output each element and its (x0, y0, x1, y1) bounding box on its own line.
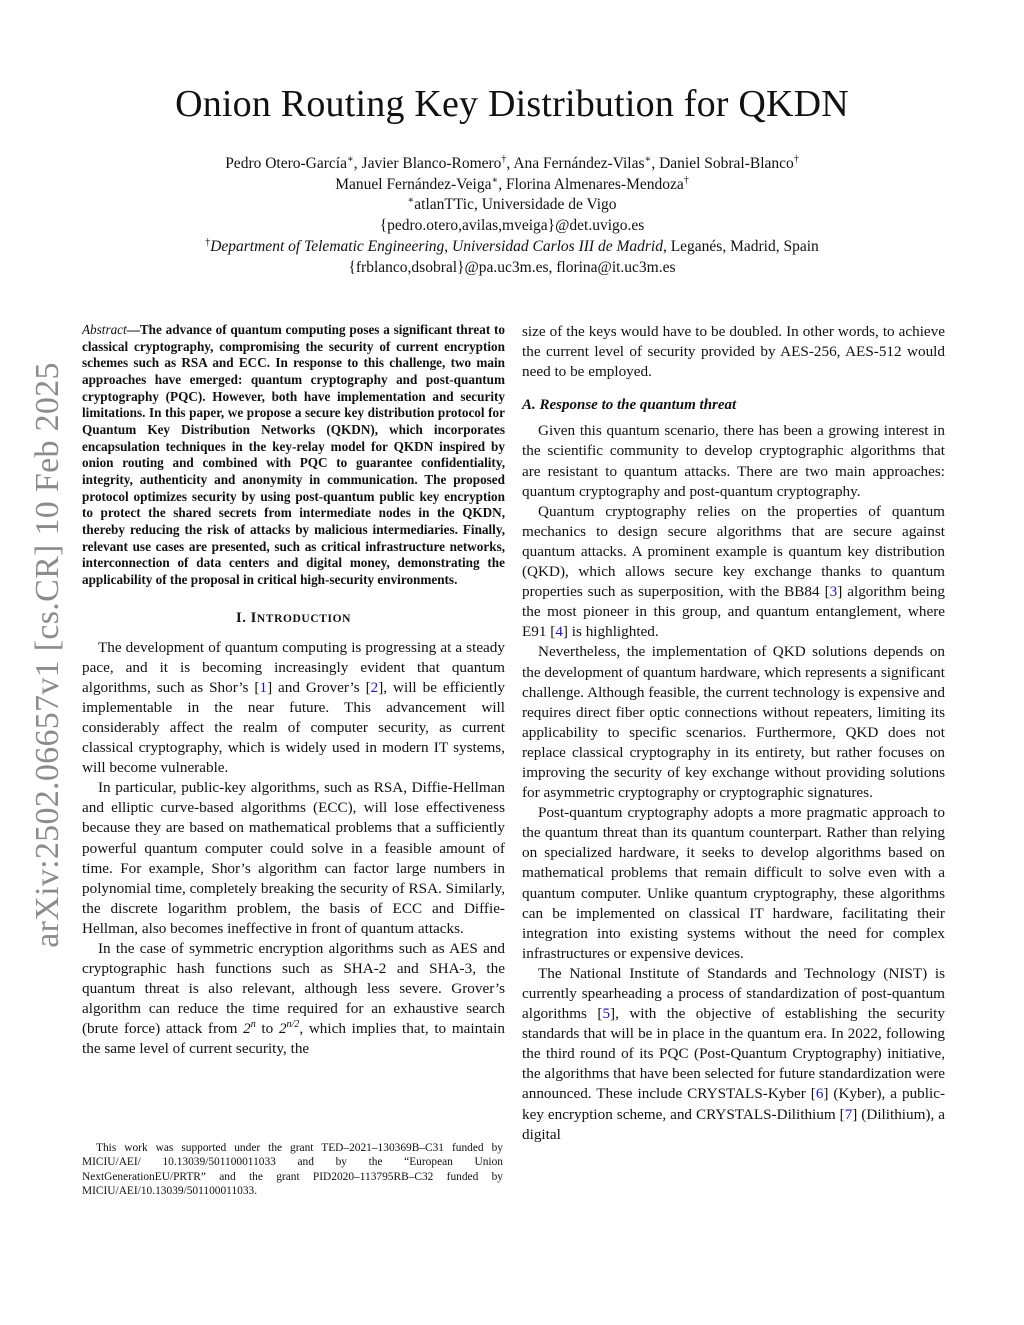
affiliation-mark: † (501, 154, 507, 165)
intro-paragraph-3 (82, 939, 505, 1060)
citation-link[interactable]: 1 (259, 678, 268, 696)
text-run: ] is highlighted. (562, 623, 659, 641)
affiliation-1-email: {pedro.otero,avilas,mveiga}@det.uvigo.es (379, 217, 645, 235)
section-number: I. (235, 609, 251, 626)
left-column (82, 322, 505, 1060)
author-name: Florina Almenares-Mendoza (506, 175, 684, 193)
text-run: ] (Kyber), a public-key encryption scheme, and CRYSTALS-Dilithium [ (522, 1085, 945, 1123)
affiliation-mark: ∗ (407, 195, 415, 207)
affiliation-2: †Department of Telematic Engineering, Universidad Carlos III de Madrid, Leganés, Madrid, Spain (205, 236, 819, 255)
continued-paragraph: size of the keys would have to be doubled. In other words, to achieve the current level of security provided by AES-256, AES-512 would need to be employed. (522, 323, 945, 381)
math-expression (279, 1020, 299, 1037)
author-name: Pedro Otero-García (225, 155, 347, 172)
right-column (522, 322, 945, 1145)
affiliation-mark: † (683, 174, 689, 186)
abstract-text: —The advance of quantum computing poses a significant threat to classical cryptography, compromising the security of current encryption schemes such as RSA and ECC. In response to this challenge, two main approaches have emerged: quantum cryptography and post-quantum cryptography (PQC). However, both have implementation and security limitations. In this paper, we propose a secure key distribution protocol for Quantum Key Distribution Networks (QKDN), which incorporates encapsulation techniques in the key-relay model for QKDN inspired by onion routing and combined with PQC to guarantee confidentiality, integrity, authenticity and anonymity in communication. The proposed protocol optimizes security by using post-quantum public key encryption to protect the shared secrets from intermediate nodes in the QKDN, thereby reducing the risk of attacks by malicious intermediaries. Finally, relevant use cases are presented, such as critical infrastructure networks, interconnection of data centers and digital money, demonstrating the applicability of the proposal in critical high-security environments. (82, 322, 505, 587)
affiliation-mark: ∗ (491, 174, 499, 186)
response-paragraph-4: Post-quantum cryptography adopts a more pragmatic approach to the quantum threat than its quantum counterpart. Rather than relying on specialized hardware, it seeks to develop algorithms based on mathematical problems that remain difficult to solve even with a quantum computer. Unlike quantum cryptography, these algorithms can be implemented on classical IT hardware, facilitating their integration into existing systems without the need for complex infrastructures or expensive devices. (522, 804, 945, 962)
text-run: , which implies that, to maintain the same level of current security, the (82, 1020, 505, 1058)
intro-paragraph-2: In particular, public-key algorithms, such as RSA, Diffie-Hellman and elliptic curve-based algorithms (ECC), will lose effectiveness because they are based on mathematical problems that a sufficiently powerful quantum computer could solve in a feasible amount of time. For example, Shor’s algorithm can factor large numbers in polynomial time, completely breaking the security of RSA. Similarly, the discrete logarithm problem, the basis of ECC and Diffie-Hellman, also becomes ineffective in front of quantum attacks. (82, 779, 505, 937)
affiliation-1 (0, 195, 1024, 216)
citation-link[interactable]: 2 (370, 678, 379, 696)
affiliation-2-email: {frblanco,dsobral}@pa.uc3m.es, florina@it.uc3m.es (348, 258, 676, 276)
text-run: The development of quantum computing is progressing at a steady pace, and it is becoming increasingly evident that quantum algorithms, such as Shor’s [ (82, 638, 505, 696)
section-title-initial: I (250, 609, 257, 626)
paper-title: Onion Routing Key Distribution for QKDN (175, 83, 849, 125)
response-paragraph-2 (522, 502, 945, 643)
response-paragraph-1: Given this quantum scenario, there has been a growing interest in the scientific community to develop cryptographic algorithms that are resistant to quantum attacks. There are two main approaches: quantum cryptography and post-quantum cryptography. (522, 422, 945, 500)
text-run: The National Institute of Standards and Technology (NIST) is currently spearheading a process of standardization of post-quantum algorithms [ (522, 964, 945, 1023)
math-expression (243, 1020, 256, 1037)
citation-link[interactable]: 7 (844, 1105, 853, 1123)
affiliation-2-dept: Department of Telematic Engineering (210, 237, 445, 255)
math-exponent: n/2 (286, 1019, 300, 1031)
text-run: In the case of symmetric encryption algorithms such as AES and cryptographic hash functions such as SHA-2 and SHA-3, the quantum threat is also relevant, although less severe. Grover’s algorithm can reduce the time required for an exhaustive search (brute force) attack from (82, 940, 505, 1038)
subsection-heading-response: A. Response to the quantum threat (522, 397, 737, 414)
funding-footnote: This work was supported under the grant TED–2021–130369B–C31 funded by MICIU/AEI/ 10.13039/501100011033 and by the “European Union NextGenerationEU/PRTR” and the grant PID2020–113795RB–C32 funded by MICIU/AEI/10.13039/501100011033. (82, 1142, 503, 1198)
text-run: ], will be efficiently implementable in the near future. This advancement will considerably affect the realm of computer security, as current classical cryptography, which is widely used in modern IT systems, will become vulnerable. (82, 678, 506, 777)
author-name: Manuel Fernández-Veiga (335, 175, 492, 193)
math-exponent: n (250, 1019, 256, 1031)
response-paragraph-3: Nevertheless, the implementation of QKD solutions depends on the development of quantum hardware, which represents a significant challenge. Although feasible, the current technology is expensive and requires direct fiber optic connections without repeaters, limiting its applicability to specific scenarios. Furthermore, QKD does not replace classical cryptography in its entirety, but rather focuses on improving the security of key exchange without providing solutions for asymmetric cryptography or cryptographic signatures. (522, 643, 945, 802)
section-title-rest: NTRODUCTION (256, 612, 352, 625)
affiliation-mark: ∗ (644, 154, 652, 165)
affiliation-mark: ∗ (346, 154, 354, 165)
text-run: ] and Grover’s [ (267, 678, 371, 696)
affiliation-2-univ: Universidad Carlos III de Madrid (452, 237, 663, 255)
math-base: 2 (243, 1020, 251, 1038)
author-name: Ana Fernández-Vilas (513, 155, 645, 172)
author-line-1: Pedro Otero-García∗, Javier Blanco-Romero†, Ana Fernández-Vilas∗, Daniel Sobral-Blanco† (225, 154, 799, 172)
author-name: Javier Blanco-Romero (361, 155, 502, 172)
math-base: 2 (278, 1020, 287, 1038)
affiliation-mark: † (793, 154, 799, 165)
text-run: Quantum cryptography relies on the properties of quantum mechanics to design secure algorithms that are secure against quantum attacks. A prominent example is quantum key distribution (QKD), which allows secure key exchange thanks to quantum properties such as superposition, with the BB84 [ (522, 502, 945, 601)
affiliation-1-name: atlanTTic, Universidade de Vigo (414, 196, 617, 214)
text-run: ] algorithm being the most pioneer in this group, and quantum entanglement, where E91 [ (522, 583, 945, 641)
citation-link[interactable]: 6 (815, 1085, 824, 1103)
section-heading-introduction (82, 608, 505, 629)
response-paragraph-5 (522, 964, 945, 1145)
text-run: ], with the objective of establishing the security standards that will be in place in the quantum era. In 2022, following the third round of its PQC (Post-Quantum Cryptography) initiative, the algorithms that have been selected for future standardization were announced. These include CRYSTALS-Kyber [ (522, 1005, 945, 1103)
affiliation-2-city: , Leganés, Madrid, Spain (662, 237, 819, 255)
author-block (0, 154, 1024, 278)
text-run: ] (Dilithium), a digital (522, 1105, 945, 1143)
citation-link[interactable]: 3 (829, 583, 838, 601)
citation-link[interactable]: 5 (602, 1005, 611, 1023)
author-name: Daniel Sobral-Blanco (659, 155, 794, 172)
abstract-label: Abstract (82, 322, 127, 337)
author-line-2: Manuel Fernández-Veiga∗, Florina Almenares-Mendoza† (335, 174, 689, 193)
citation-link[interactable]: 4 (555, 623, 563, 641)
affiliation-mark: † (205, 236, 211, 248)
intro-paragraph-1 (82, 638, 505, 779)
arxiv-identifier: arXiv:2502.06657v1 [cs.CR] 10 Feb 2025 (29, 362, 66, 948)
abstract (82, 322, 505, 589)
text-run: to (255, 1020, 279, 1038)
